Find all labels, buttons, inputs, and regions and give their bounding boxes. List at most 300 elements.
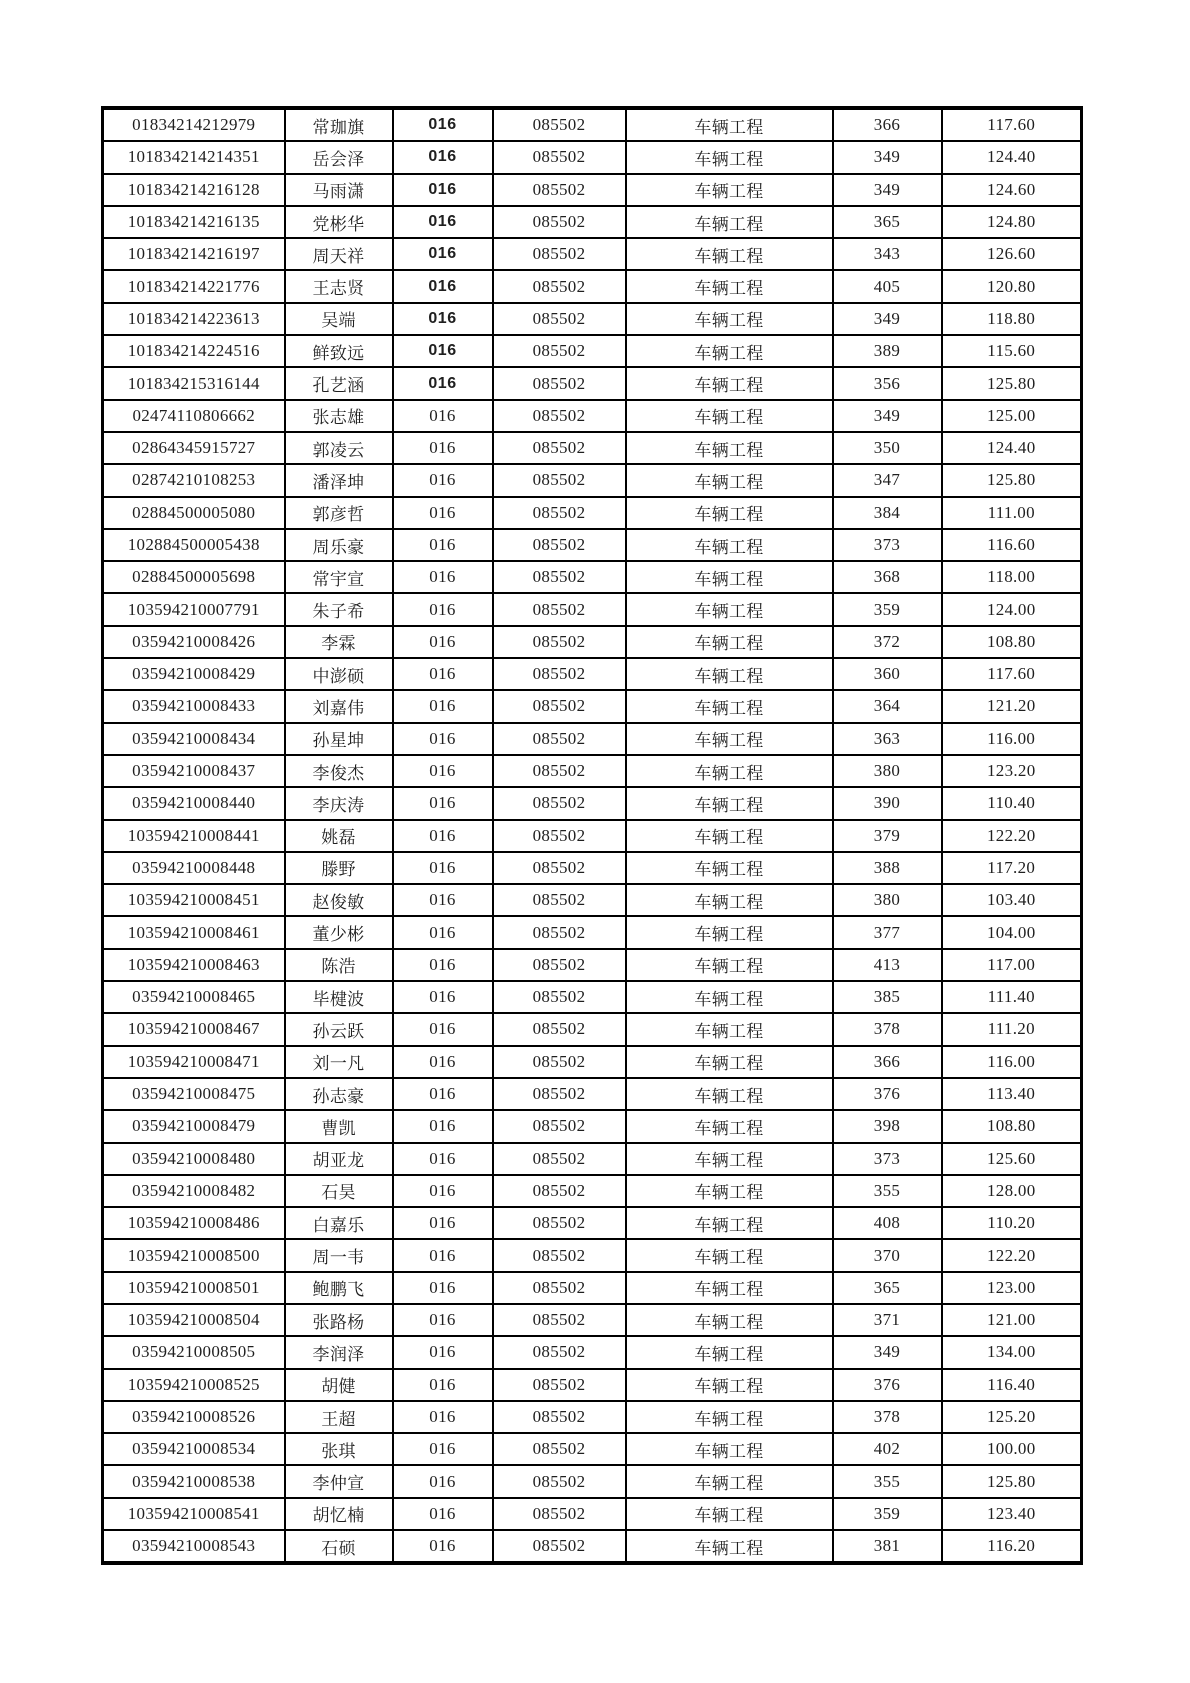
cell-name: 李润泽 (285, 1336, 393, 1368)
cell-initial-score: 368 (833, 561, 942, 593)
cell-name: 郭彦哲 (285, 497, 393, 529)
cell-major-name: 车辆工程 (626, 432, 833, 464)
table-row (103, 723, 1082, 755)
cell-college-code: 016 (393, 1530, 493, 1563)
cell-retest-score: 125.80 (942, 367, 1082, 399)
cell-major-code: 085502 (493, 1272, 626, 1304)
cell-major-code: 085502 (493, 626, 626, 658)
cell-initial-score: 349 (833, 141, 942, 173)
cell-college-code: 016 (393, 1078, 493, 1110)
cell-college-code: 016 (393, 238, 493, 270)
cell-initial-score: 366 (833, 108, 942, 141)
score-table (101, 106, 1083, 1565)
cell-college-code: 016 (393, 1433, 493, 1465)
cell-initial-score: 376 (833, 1078, 942, 1110)
cell-name: 张琪 (285, 1433, 393, 1465)
cell-name: 孙云跃 (285, 1013, 393, 1045)
cell-initial-score: 378 (833, 1013, 942, 1045)
cell-college-code: 016 (393, 1465, 493, 1497)
table-row (103, 497, 1082, 529)
cell-major-name: 车辆工程 (626, 270, 833, 302)
cell-candidate-id: 02884500005698 (103, 561, 285, 593)
table-row (103, 1143, 1082, 1175)
cell-candidate-id: 03594210008433 (103, 690, 285, 722)
cell-candidate-id: 103594210008471 (103, 1046, 285, 1078)
table-row (103, 238, 1082, 270)
cell-major-code: 085502 (493, 916, 626, 948)
cell-candidate-id: 03594210008505 (103, 1336, 285, 1368)
cell-retest-score: 124.00 (942, 593, 1082, 625)
cell-name: 周天祥 (285, 238, 393, 270)
cell-initial-score: 359 (833, 593, 942, 625)
cell-candidate-id: 103594210007791 (103, 593, 285, 625)
cell-college-code: 016 (393, 270, 493, 302)
cell-major-name: 车辆工程 (626, 981, 833, 1013)
cell-initial-score: 349 (833, 400, 942, 432)
cell-college-code: 016 (393, 497, 493, 529)
cell-retest-score: 118.80 (942, 303, 1082, 335)
cell-college-code: 016 (393, 690, 493, 722)
cell-major-name: 车辆工程 (626, 755, 833, 787)
cell-retest-score: 108.80 (942, 626, 1082, 658)
cell-retest-score: 104.00 (942, 916, 1082, 948)
cell-initial-score: 359 (833, 1498, 942, 1530)
cell-initial-score: 380 (833, 755, 942, 787)
cell-name: 孙志豪 (285, 1078, 393, 1110)
cell-candidate-id: 03594210008465 (103, 981, 285, 1013)
cell-college-code: 016 (393, 1175, 493, 1207)
cell-major-name: 车辆工程 (626, 497, 833, 529)
cell-college-code: 016 (393, 1336, 493, 1368)
cell-college-code: 016 (393, 335, 493, 367)
cell-retest-score: 122.20 (942, 820, 1082, 852)
table-row (103, 1272, 1082, 1304)
cell-retest-score: 128.00 (942, 1175, 1082, 1207)
cell-initial-score: 363 (833, 723, 942, 755)
cell-retest-score: 116.40 (942, 1369, 1082, 1401)
cell-major-code: 085502 (493, 1433, 626, 1465)
cell-major-code: 085502 (493, 1369, 626, 1401)
table-row (103, 1304, 1082, 1336)
cell-retest-score: 110.40 (942, 787, 1082, 819)
cell-retest-score: 124.80 (942, 206, 1082, 238)
cell-retest-score: 117.00 (942, 949, 1082, 981)
cell-major-code: 085502 (493, 464, 626, 496)
cell-name: 董少彬 (285, 916, 393, 948)
cell-name: 毕楗波 (285, 981, 393, 1013)
cell-major-name: 车辆工程 (626, 916, 833, 948)
cell-major-code: 085502 (493, 367, 626, 399)
table-row (103, 1110, 1082, 1142)
cell-college-code: 016 (393, 108, 493, 141)
cell-name: 郭凌云 (285, 432, 393, 464)
cell-retest-score: 124.40 (942, 432, 1082, 464)
cell-candidate-id: 103594210008451 (103, 884, 285, 916)
cell-major-code: 085502 (493, 820, 626, 852)
table-row (103, 400, 1082, 432)
cell-candidate-id: 103594210008500 (103, 1239, 285, 1271)
cell-major-code: 085502 (493, 335, 626, 367)
cell-retest-score: 116.00 (942, 1046, 1082, 1078)
cell-initial-score: 372 (833, 626, 942, 658)
cell-retest-score: 125.80 (942, 464, 1082, 496)
cell-major-code: 085502 (493, 787, 626, 819)
cell-retest-score: 121.00 (942, 1304, 1082, 1336)
cell-candidate-id: 103594210008486 (103, 1207, 285, 1239)
cell-major-name: 车辆工程 (626, 206, 833, 238)
cell-major-name: 车辆工程 (626, 464, 833, 496)
table-row (103, 270, 1082, 302)
cell-college-code: 016 (393, 949, 493, 981)
cell-major-code: 085502 (493, 529, 626, 561)
cell-retest-score: 123.40 (942, 1498, 1082, 1530)
cell-major-code: 085502 (493, 206, 626, 238)
cell-major-code: 085502 (493, 238, 626, 270)
cell-major-name: 车辆工程 (626, 108, 833, 141)
cell-major-name: 车辆工程 (626, 949, 833, 981)
cell-initial-score: 370 (833, 1239, 942, 1271)
cell-initial-score: 371 (833, 1304, 942, 1336)
cell-college-code: 016 (393, 1369, 493, 1401)
cell-major-name: 车辆工程 (626, 1207, 833, 1239)
cell-major-name: 车辆工程 (626, 787, 833, 819)
cell-initial-score: 388 (833, 852, 942, 884)
table-row (103, 1498, 1082, 1530)
cell-retest-score: 113.40 (942, 1078, 1082, 1110)
cell-initial-score: 349 (833, 303, 942, 335)
cell-retest-score: 111.20 (942, 1013, 1082, 1045)
cell-name: 常宇宣 (285, 561, 393, 593)
cell-major-name: 车辆工程 (626, 658, 833, 690)
cell-college-code: 016 (393, 1110, 493, 1142)
cell-major-code: 085502 (493, 1143, 626, 1175)
cell-major-code: 085502 (493, 141, 626, 173)
cell-candidate-id: 101834214224516 (103, 335, 285, 367)
table-row (103, 1207, 1082, 1239)
cell-retest-score: 125.20 (942, 1401, 1082, 1433)
table-row (103, 1401, 1082, 1433)
cell-candidate-id: 03594210008440 (103, 787, 285, 819)
cell-major-code: 085502 (493, 690, 626, 722)
cell-major-name: 车辆工程 (626, 1078, 833, 1110)
cell-initial-score: 413 (833, 949, 942, 981)
table-row (103, 852, 1082, 884)
cell-major-name: 车辆工程 (626, 561, 833, 593)
cell-college-code: 016 (393, 1239, 493, 1271)
cell-candidate-id: 03594210008475 (103, 1078, 285, 1110)
cell-name: 王超 (285, 1401, 393, 1433)
cell-major-code: 085502 (493, 1304, 626, 1336)
cell-name: 胡健 (285, 1369, 393, 1401)
cell-college-code: 016 (393, 593, 493, 625)
cell-retest-score: 126.60 (942, 238, 1082, 270)
cell-retest-score: 116.20 (942, 1530, 1082, 1563)
table-row (103, 1433, 1082, 1465)
cell-college-code: 016 (393, 852, 493, 884)
cell-initial-score: 373 (833, 529, 942, 561)
cell-initial-score: 381 (833, 1530, 942, 1563)
cell-major-name: 车辆工程 (626, 690, 833, 722)
cell-candidate-id: 03594210008482 (103, 1175, 285, 1207)
cell-candidate-id: 03594210008434 (103, 723, 285, 755)
cell-name: 周一韦 (285, 1239, 393, 1271)
cell-retest-score: 120.80 (942, 270, 1082, 302)
cell-college-code: 016 (393, 1498, 493, 1530)
cell-candidate-id: 03594210008543 (103, 1530, 285, 1563)
table-row (103, 1175, 1082, 1207)
cell-candidate-id: 103594210008525 (103, 1369, 285, 1401)
cell-retest-score: 116.60 (942, 529, 1082, 561)
cell-college-code: 016 (393, 916, 493, 948)
cell-major-code: 085502 (493, 1046, 626, 1078)
cell-major-name: 车辆工程 (626, 1175, 833, 1207)
cell-major-name: 车辆工程 (626, 1239, 833, 1271)
cell-major-code: 085502 (493, 658, 626, 690)
cell-candidate-id: 01834214212979 (103, 108, 285, 141)
cell-initial-score: 385 (833, 981, 942, 1013)
cell-college-code: 016 (393, 1272, 493, 1304)
cell-candidate-id: 03594210008426 (103, 626, 285, 658)
table-row (103, 1046, 1082, 1078)
cell-candidate-id: 03594210008429 (103, 658, 285, 690)
table-row (103, 174, 1082, 206)
cell-retest-score: 134.00 (942, 1336, 1082, 1368)
cell-retest-score: 123.00 (942, 1272, 1082, 1304)
table-row (103, 561, 1082, 593)
cell-retest-score: 124.40 (942, 141, 1082, 173)
cell-college-code: 016 (393, 626, 493, 658)
cell-college-code: 016 (393, 1013, 493, 1045)
cell-initial-score: 355 (833, 1175, 942, 1207)
table-row (103, 787, 1082, 819)
cell-college-code: 016 (393, 1207, 493, 1239)
cell-initial-score: 343 (833, 238, 942, 270)
table-row (103, 1336, 1082, 1368)
table-row (103, 206, 1082, 238)
cell-candidate-id: 02874210108253 (103, 464, 285, 496)
cell-major-name: 车辆工程 (626, 1530, 833, 1563)
cell-retest-score: 122.20 (942, 1239, 1082, 1271)
cell-college-code: 016 (393, 1304, 493, 1336)
cell-candidate-id: 03594210008480 (103, 1143, 285, 1175)
cell-major-name: 车辆工程 (626, 1369, 833, 1401)
cell-major-name: 车辆工程 (626, 1336, 833, 1368)
cell-major-code: 085502 (493, 1465, 626, 1497)
cell-initial-score: 366 (833, 1046, 942, 1078)
cell-candidate-id: 03594210008538 (103, 1465, 285, 1497)
cell-major-code: 085502 (493, 1110, 626, 1142)
cell-name: 胡忆楠 (285, 1498, 393, 1530)
cell-college-code: 016 (393, 787, 493, 819)
cell-name: 白嘉乐 (285, 1207, 393, 1239)
cell-name: 刘一凡 (285, 1046, 393, 1078)
cell-major-name: 车辆工程 (626, 1433, 833, 1465)
cell-name: 朱子希 (285, 593, 393, 625)
cell-major-code: 085502 (493, 432, 626, 464)
table-row (103, 626, 1082, 658)
cell-major-code: 085502 (493, 1239, 626, 1271)
score-table-body (103, 108, 1082, 1563)
cell-name: 潘泽坤 (285, 464, 393, 496)
cell-initial-score: 405 (833, 270, 942, 302)
cell-retest-score: 110.20 (942, 1207, 1082, 1239)
cell-retest-score: 125.80 (942, 1465, 1082, 1497)
table-row (103, 1078, 1082, 1110)
cell-initial-score: 376 (833, 1369, 942, 1401)
cell-college-code: 016 (393, 1401, 493, 1433)
cell-initial-score: 379 (833, 820, 942, 852)
cell-major-name: 车辆工程 (626, 1143, 833, 1175)
cell-candidate-id: 03594210008526 (103, 1401, 285, 1433)
cell-major-name: 车辆工程 (626, 238, 833, 270)
cell-retest-score: 123.20 (942, 755, 1082, 787)
cell-major-code: 085502 (493, 1078, 626, 1110)
cell-retest-score: 111.40 (942, 981, 1082, 1013)
table-row (103, 303, 1082, 335)
cell-name: 吴端 (285, 303, 393, 335)
cell-major-code: 085502 (493, 1336, 626, 1368)
cell-major-code: 085502 (493, 1401, 626, 1433)
cell-initial-score: 380 (833, 884, 942, 916)
cell-name: 孙星坤 (285, 723, 393, 755)
cell-initial-score: 373 (833, 1143, 942, 1175)
cell-candidate-id: 03594210008448 (103, 852, 285, 884)
cell-college-code: 016 (393, 723, 493, 755)
cell-major-code: 085502 (493, 852, 626, 884)
cell-name: 刘嘉伟 (285, 690, 393, 722)
cell-major-code: 085502 (493, 1530, 626, 1563)
cell-retest-score: 108.80 (942, 1110, 1082, 1142)
cell-college-code: 016 (393, 303, 493, 335)
table-row (103, 1369, 1082, 1401)
table-row (103, 464, 1082, 496)
cell-major-name: 车辆工程 (626, 884, 833, 916)
cell-candidate-id: 101834214214351 (103, 141, 285, 173)
cell-major-code: 085502 (493, 1175, 626, 1207)
table-row (103, 658, 1082, 690)
cell-initial-score: 408 (833, 1207, 942, 1239)
cell-initial-score: 377 (833, 916, 942, 948)
cell-name: 张志雄 (285, 400, 393, 432)
cell-major-name: 车辆工程 (626, 335, 833, 367)
cell-college-code: 016 (393, 529, 493, 561)
table-row (103, 1239, 1082, 1271)
cell-initial-score: 347 (833, 464, 942, 496)
cell-major-name: 车辆工程 (626, 174, 833, 206)
cell-retest-score: 117.60 (942, 108, 1082, 141)
cell-college-code: 016 (393, 561, 493, 593)
cell-initial-score: 378 (833, 1401, 942, 1433)
cell-college-code: 016 (393, 464, 493, 496)
cell-initial-score: 384 (833, 497, 942, 529)
cell-retest-score: 117.20 (942, 852, 1082, 884)
cell-college-code: 016 (393, 174, 493, 206)
table-row (103, 884, 1082, 916)
cell-name: 党彬华 (285, 206, 393, 238)
cell-retest-score: 125.60 (942, 1143, 1082, 1175)
table-row (103, 367, 1082, 399)
cell-major-code: 085502 (493, 303, 626, 335)
cell-candidate-id: 101834214216128 (103, 174, 285, 206)
table-row (103, 108, 1082, 141)
cell-major-code: 085502 (493, 755, 626, 787)
cell-candidate-id: 103594210008463 (103, 949, 285, 981)
cell-retest-score: 124.60 (942, 174, 1082, 206)
cell-name: 赵俊敏 (285, 884, 393, 916)
cell-major-code: 085502 (493, 497, 626, 529)
cell-major-name: 车辆工程 (626, 593, 833, 625)
cell-major-name: 车辆工程 (626, 1304, 833, 1336)
cell-initial-score: 402 (833, 1433, 942, 1465)
cell-candidate-id: 02884500005080 (103, 497, 285, 529)
table-row (103, 1013, 1082, 1045)
cell-name: 李俊杰 (285, 755, 393, 787)
cell-name: 孔艺涵 (285, 367, 393, 399)
cell-major-code: 085502 (493, 593, 626, 625)
cell-major-name: 车辆工程 (626, 1046, 833, 1078)
cell-major-code: 085502 (493, 400, 626, 432)
cell-major-code: 085502 (493, 174, 626, 206)
cell-name: 岳会泽 (285, 141, 393, 173)
cell-major-name: 车辆工程 (626, 1272, 833, 1304)
table-row (103, 916, 1082, 948)
cell-college-code: 016 (393, 141, 493, 173)
table-row (103, 755, 1082, 787)
table-row (103, 820, 1082, 852)
cell-candidate-id: 03594210008437 (103, 755, 285, 787)
cell-college-code: 016 (393, 432, 493, 464)
cell-major-name: 车辆工程 (626, 852, 833, 884)
cell-initial-score: 398 (833, 1110, 942, 1142)
cell-college-code: 016 (393, 400, 493, 432)
cell-college-code: 016 (393, 981, 493, 1013)
cell-college-code: 016 (393, 658, 493, 690)
cell-initial-score: 360 (833, 658, 942, 690)
cell-major-name: 车辆工程 (626, 1110, 833, 1142)
cell-name: 曹凯 (285, 1110, 393, 1142)
cell-initial-score: 350 (833, 432, 942, 464)
cell-candidate-id: 101834214221776 (103, 270, 285, 302)
cell-initial-score: 390 (833, 787, 942, 819)
cell-major-code: 085502 (493, 949, 626, 981)
cell-college-code: 016 (393, 755, 493, 787)
cell-initial-score: 356 (833, 367, 942, 399)
cell-major-code: 085502 (493, 1207, 626, 1239)
table-row (103, 1465, 1082, 1497)
table-row (103, 1530, 1082, 1563)
table-row (103, 432, 1082, 464)
cell-college-code: 016 (393, 1143, 493, 1175)
cell-name: 胡亚龙 (285, 1143, 393, 1175)
cell-college-code: 016 (393, 820, 493, 852)
cell-name: 周乐豪 (285, 529, 393, 561)
table-row (103, 593, 1082, 625)
table-row (103, 335, 1082, 367)
cell-candidate-id: 103594210008541 (103, 1498, 285, 1530)
cell-name: 王志贤 (285, 270, 393, 302)
cell-retest-score: 116.00 (942, 723, 1082, 755)
cell-name: 滕野 (285, 852, 393, 884)
cell-candidate-id: 103594210008467 (103, 1013, 285, 1045)
cell-retest-score: 125.00 (942, 400, 1082, 432)
cell-name: 石硕 (285, 1530, 393, 1563)
table-row (103, 981, 1082, 1013)
cell-major-name: 车辆工程 (626, 1401, 833, 1433)
cell-name: 中澎硕 (285, 658, 393, 690)
cell-name: 鲜致远 (285, 335, 393, 367)
cell-name: 李庆涛 (285, 787, 393, 819)
cell-candidate-id: 103594210008441 (103, 820, 285, 852)
